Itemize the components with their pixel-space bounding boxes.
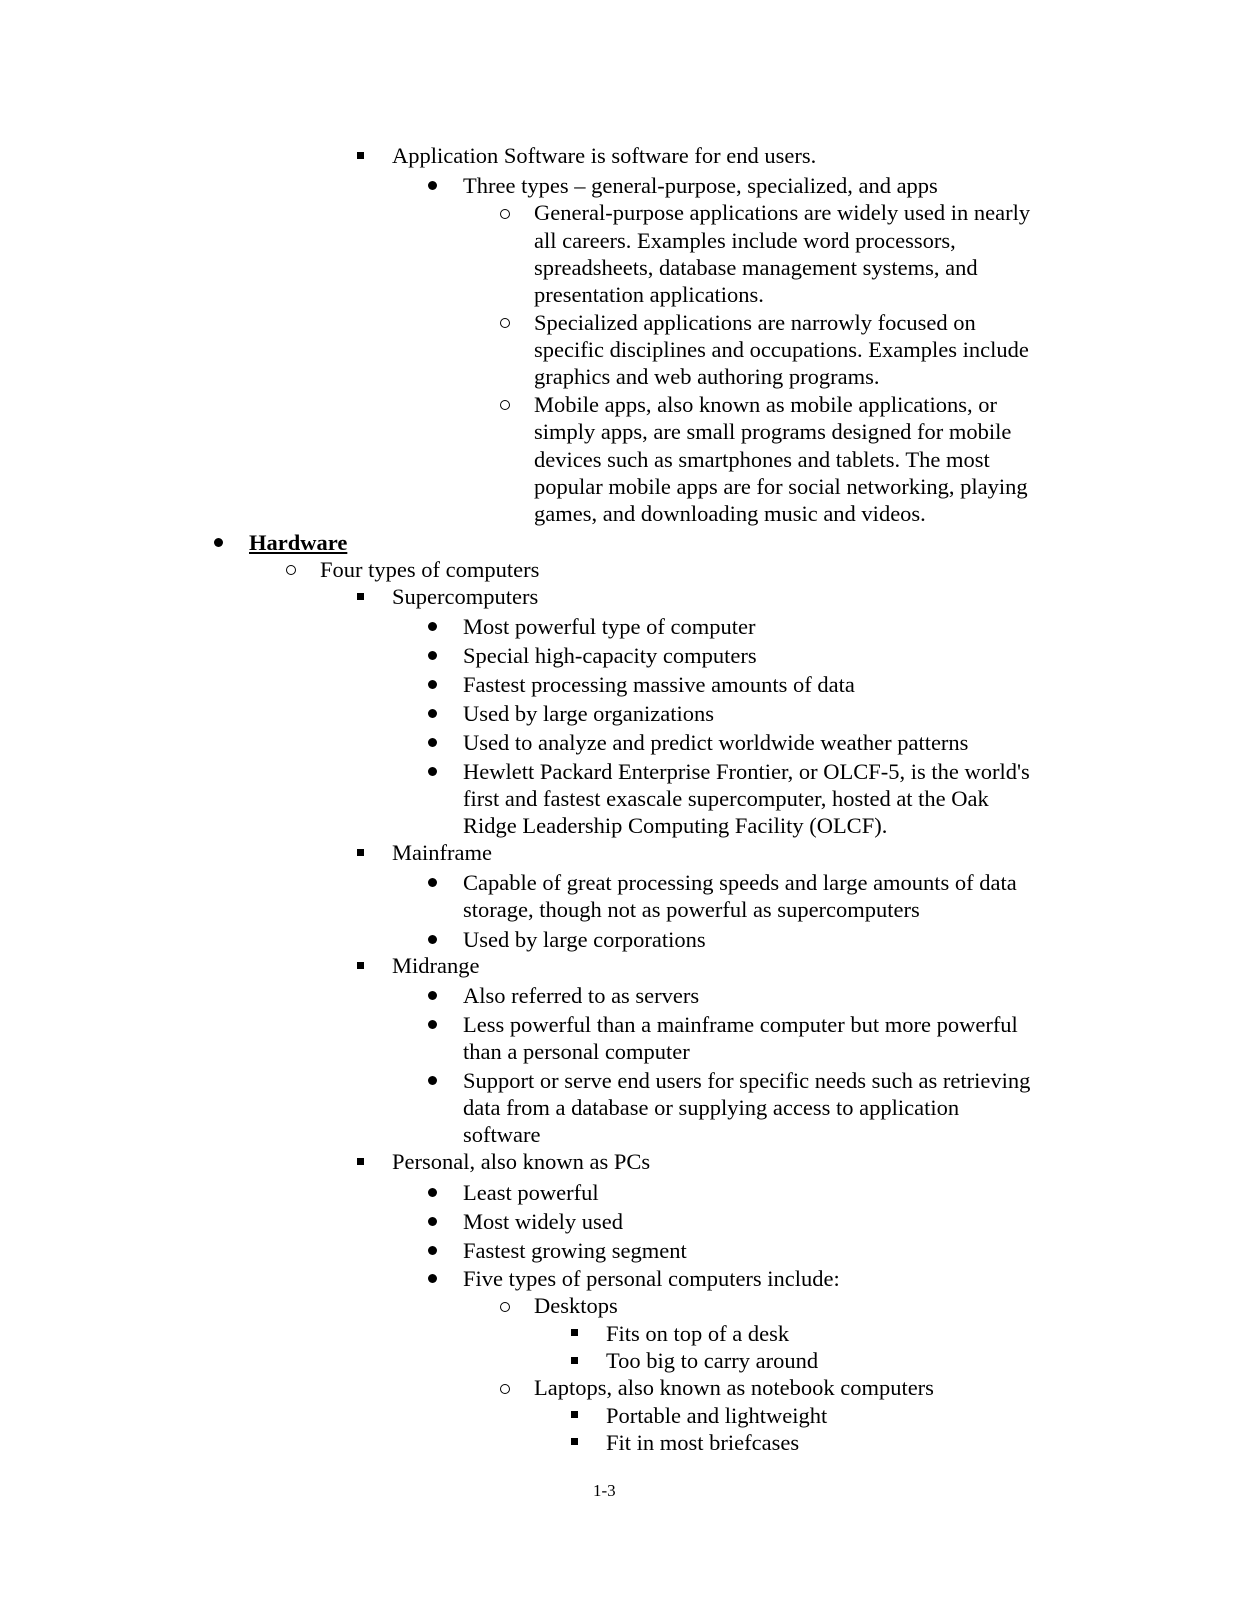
list-item-line: presentation applications. [534, 282, 764, 307]
list-item: Too big to carry around [606, 1348, 819, 1373]
list-item: Mainframe [392, 840, 492, 865]
square-bullet-icon [571, 1411, 578, 1418]
list-item: Supercomputers [392, 584, 539, 609]
round-bullet-icon [428, 181, 437, 190]
list-item-line: Ridge Leadership Computing Facility (OLCF). [463, 813, 888, 838]
square-bullet-icon [357, 593, 364, 600]
list-item: Portable and lightweight [606, 1403, 828, 1428]
page-number: 1-3 [593, 1481, 616, 1500]
list-item-line: storage, though not as powerful as supercomputers [463, 897, 920, 922]
list-item: Five types of personal computers include: [463, 1266, 840, 1291]
list-item: Fits on top of a desk [606, 1321, 790, 1346]
round-bullet-icon [428, 622, 437, 631]
round-bullet-icon [428, 1020, 437, 1029]
round-bullet-icon [428, 680, 437, 689]
list-item-line: simply apps, are small programs designed for mobile [534, 419, 1012, 444]
square-bullet-icon [357, 152, 364, 159]
list-item: Desktops [534, 1293, 618, 1318]
list-item: Application Software is software for end users. [392, 143, 817, 168]
round-bullet-icon [214, 538, 223, 547]
section-heading-hardware: Hardware [249, 530, 348, 555]
round-bullet-icon [428, 1274, 437, 1283]
list-item-line: devices such as smartphones and tablets. The most [534, 447, 990, 472]
round-bullet-icon [428, 1188, 437, 1197]
list-item: Three types – general-purpose, specialized, and apps [463, 173, 938, 198]
hollow-bullet-icon [500, 1384, 510, 1394]
square-bullet-icon [357, 1158, 364, 1165]
list-item-line: first and fastest exascale supercomputer, hosted at the Oak [463, 786, 989, 811]
square-bullet-icon [571, 1438, 578, 1445]
list-item-line: graphics and web authoring programs. [534, 364, 880, 389]
round-bullet-icon [428, 651, 437, 660]
round-bullet-icon [428, 935, 437, 944]
round-bullet-icon [428, 738, 437, 747]
list-item-line: data from a database or supplying access to application [463, 1095, 960, 1120]
round-bullet-icon [428, 767, 437, 776]
list-item: Most widely used [463, 1209, 623, 1234]
list-item: Laptops, also known as notebook computers [534, 1375, 934, 1400]
list-item-line: Less powerful than a mainframe computer but more powerful [463, 1012, 1018, 1037]
list-item-line: Support or serve end users for specific needs such as retrieving [463, 1068, 1031, 1093]
square-bullet-icon [571, 1357, 578, 1364]
list-item: Least powerful [463, 1180, 599, 1205]
list-item: Used by large organizations [463, 701, 714, 726]
hollow-bullet-icon [500, 1302, 510, 1312]
square-bullet-icon [357, 962, 364, 969]
list-item: Special high-capacity computers [463, 643, 757, 668]
list-item: Personal, also known as PCs [392, 1149, 651, 1174]
list-item-line: popular mobile apps are for social networking, playing [534, 474, 1028, 499]
square-bullet-icon [357, 849, 364, 856]
list-item: Fastest processing massive amounts of data [463, 672, 855, 697]
round-bullet-icon [428, 709, 437, 718]
list-item-line: Mobile apps, also known as mobile applications, or [534, 392, 998, 417]
hollow-bullet-icon [500, 209, 510, 219]
list-item-line: Hewlett Packard Enterprise Frontier, or OLCF-5, is the world's [463, 759, 1030, 784]
list-item-line: games, and downloading music and videos. [534, 501, 926, 526]
round-bullet-icon [428, 1076, 437, 1085]
list-item: Four types of computers [320, 557, 540, 582]
list-item: Most powerful type of computer [463, 614, 756, 639]
list-item-line: specific disciplines and occupations. Examples include [534, 337, 1029, 362]
hollow-bullet-icon [500, 318, 510, 328]
hollow-bullet-icon [286, 565, 296, 575]
round-bullet-icon [428, 1217, 437, 1226]
list-item: Used by large corporations [463, 927, 706, 952]
round-bullet-icon [428, 878, 437, 887]
list-item-line: General-purpose applications are widely used in nearly [534, 200, 1031, 225]
round-bullet-icon [428, 991, 437, 1000]
list-item: Midrange [392, 953, 480, 978]
list-item: Used to analyze and predict worldwide weather patterns [463, 730, 969, 755]
list-item-line: all careers. Examples include word processors, [534, 228, 956, 253]
square-bullet-icon [571, 1329, 578, 1336]
list-item: Also referred to as servers [463, 983, 700, 1008]
list-item-line: spreadsheets, database management systems, and [534, 255, 978, 280]
round-bullet-icon [428, 1246, 437, 1255]
list-item-line: Capable of great processing speeds and large amounts of data [463, 870, 1017, 895]
list-item: Fastest growing segment [463, 1238, 687, 1263]
list-item-line: than a personal computer [463, 1039, 690, 1064]
list-item-line: software [463, 1122, 541, 1147]
list-item-line: Specialized applications are narrowly focused on [534, 310, 976, 335]
list-item: Fit in most briefcases [606, 1430, 800, 1455]
hollow-bullet-icon [500, 400, 510, 410]
